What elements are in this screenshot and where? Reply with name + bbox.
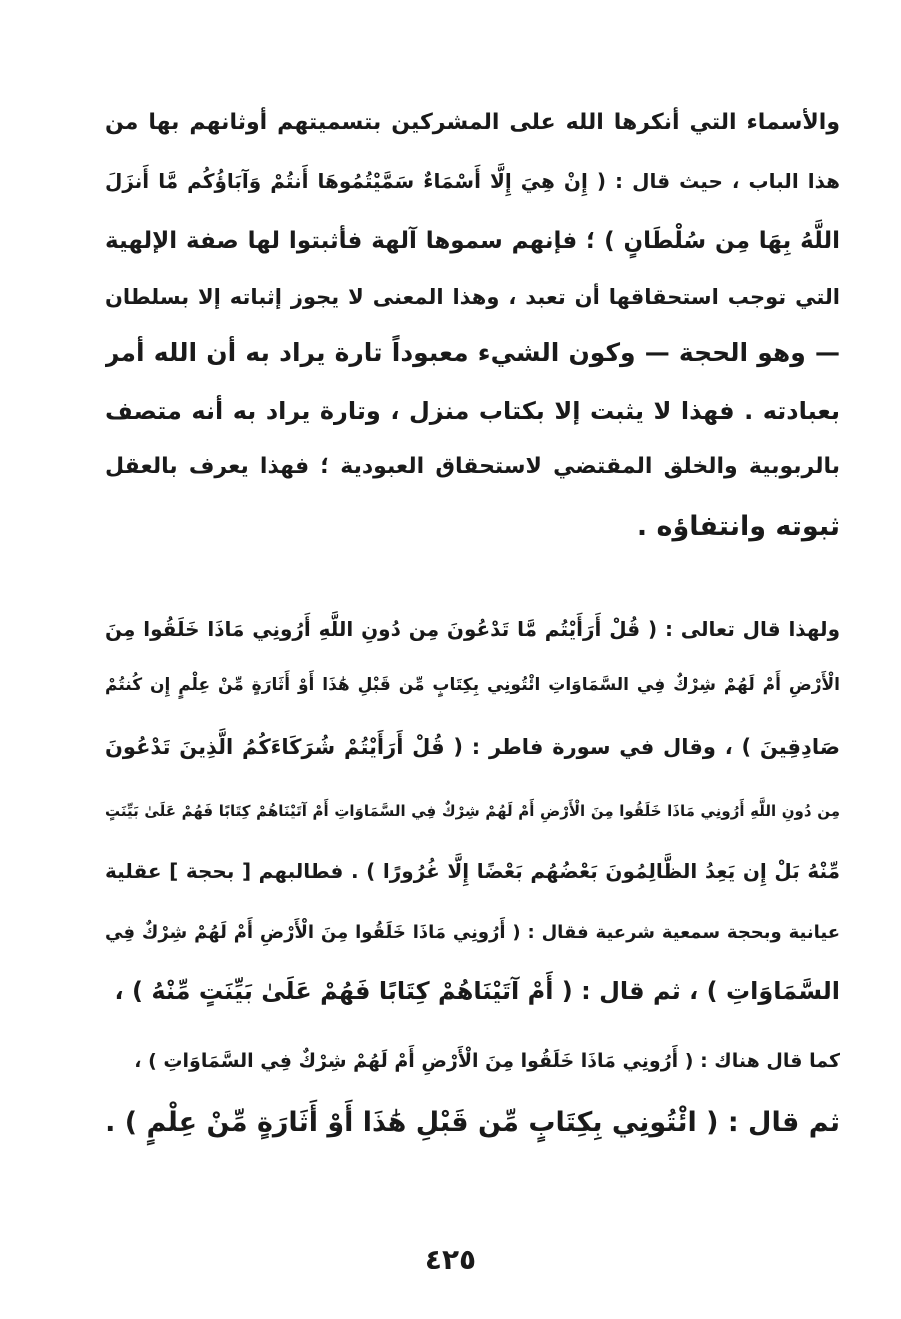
text-line: التي توجب استحقاقها أن تعبد ، وهذا المعنى لا يجوز إثباته إلا بسلطان: [105, 285, 840, 309]
text-line: كما قال هناك : ( أَرُونِي مَاذَا خَلَقُوا مِنَ الْأَرْضِ أَمْ لَهُمْ شِرْكٌ فِي السَّمَاوَاتِ ) ،: [134, 1050, 840, 1072]
text-line: بعبادته . فهذا لا يثبت إلا بكتاب منزل ، وتارة يراد به أنه متصف: [105, 397, 840, 425]
text-line: هذا الباب ، حيث قال : ( إِنْ هِيَ إِلَّا أَسْمَاءٌ سَمَّيْتُمُوهَا أَنتُمْ وَآبَاؤُكُم مَّا أَنزَلَ: [105, 169, 840, 193]
text-line: والأسماء التي أنكرها الله على المشركين بتسميتهم أوثانهم بها من: [105, 110, 840, 135]
text-line: الْأَرْضِ أَمْ لَهُمْ شِرْكٌ فِي السَّمَاوَاتِ ائْتُونِي بِكِتَابٍ مِّن قَبْلِ هَٰذَا أَوْ أَثَارَةٍ مِّنْ عِلْمٍ إِن كُنتُمْ: [105, 675, 840, 695]
text-line-last: ثم قال : ( ائْتُونِي بِكِتَابٍ مِّن قَبْلِ هَٰذَا أَوْ أَثَارَةٍ مِّنْ عِلْمٍ ) .: [105, 1107, 840, 1138]
text-line: مِّنْهُ بَلْ إِن يَعِدُ الظَّالِمُونَ بَعْضُهُم بَعْضًا إِلَّا غُرُورًا ) . فطالبهم [ بحجة ] عقلية: [105, 859, 840, 883]
text-line: — وهو الحجة — وكون الشيء معبوداً تارة يراد به أن الله أمر: [105, 338, 840, 367]
text-line: بالربوبية والخلق المقتضي لاستحقاق العبودية ؛ فهذا يعرف بالعقل: [105, 454, 840, 479]
text-line: عيانية وبحجة سمعية شرعية فقال : ( أَرُونِي مَاذَا خَلَقُوا مِنَ الْأَرْضِ أَمْ لَهُمْ شِرْكٌ فِي: [105, 922, 840, 943]
text-line: ولهذا قال تعالى : ( قُلْ أَرَأَيْتُم مَّا تَدْعُونَ مِن دُونِ اللَّهِ أَرُونِي مَاذَا خَلَقُوا مِنَ: [105, 617, 840, 641]
text-line: اللَّهُ بِهَا مِن سُلْطَانٍ ) ؛ فإنهم سموها آلهة فأثبتوا لها صفة الإلهية: [105, 228, 840, 254]
text-line: صَادِقِينَ ) ، وقال في سورة فاطر : ( قُلْ أَرَأَيْتُمْ شُرَكَاءَكُمُ الَّذِينَ تَدْعُونَ: [105, 735, 840, 759]
text-line: مِن دُونِ اللَّهِ أَرُونِي مَاذَا خَلَقُوا مِنَ الْأَرْضِ أَمْ لَهُمْ شِرْكٌ فِي السَّمَاوَاتِ أَمْ آتَيْنَاهُمْ كِتَابًا فَهُمْ عَلَىٰ بَيِّنَتٍ: [105, 802, 840, 820]
text-line: السَّمَاوَاتِ ) ، ثم قال : ( أَمْ آتَيْنَاهُمْ كِتَابًا فَهُمْ عَلَىٰ بَيِّنَتٍ مِّنْهُ ) ،: [114, 977, 840, 1005]
text-line-last: ثبوته وانتفاؤه .: [636, 511, 840, 542]
page-number: ٤٢٥: [424, 1243, 477, 1276]
